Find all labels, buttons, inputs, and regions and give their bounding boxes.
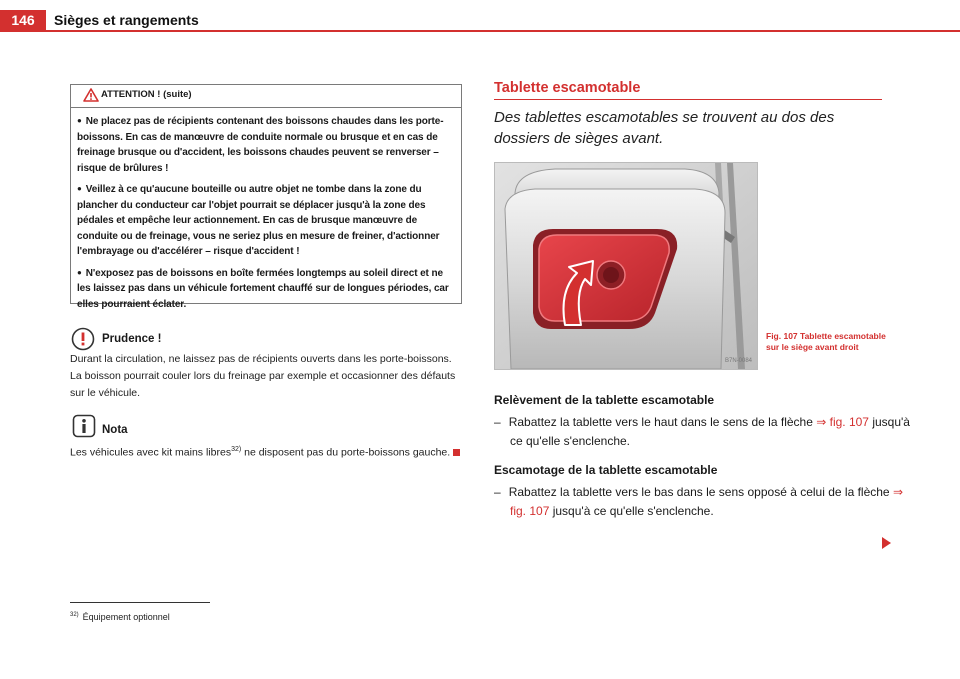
- caution-text: Durant la circulation, ne laissez pas de récipients ouverts dans les porte-boissons. La boisson pourrait couler lors du freinage par exemple et occasionner des défauts sur le véhicule.: [70, 353, 456, 399]
- page-number-badge: 146: [0, 10, 46, 30]
- figure-107: [494, 162, 758, 370]
- note-text-end: ne disposent pas du porte-boissons gauche.: [241, 446, 451, 459]
- figure-link[interactable]: ⇒ fig. 107: [816, 415, 869, 429]
- footnote-number: 32): [70, 612, 79, 618]
- caution-icon: [70, 326, 96, 352]
- note-text: [70, 441, 464, 462]
- warning-list: [77, 113, 459, 317]
- subsection-heading-stow: Escamotage de la tablette escamotable: [494, 463, 718, 477]
- warning-item: ● Veillez à ce qu'aucune bouteille ou autre objet ne tombe dans la zone du plancher du conducteur car l'objet pourrait se déplacer jusqu'à la zone des pédales et empêche leur actionnement. En cas de brusque manœuvre de conduite ou de freinage, vous ne seriez plus en mesure de freiner, d'actionner l'embrayage ou d'accélérer – risque d'accident !: [77, 181, 459, 260]
- instruction-text: Rabattez la tablette vers le bas dans le sens opposé à celui de la flèche: [508, 485, 893, 499]
- instruction-text-end: jusqu'à ce qu'elle s'enclenche.: [510, 415, 910, 448]
- end-of-section-mark: [453, 449, 460, 456]
- footnote-rule: [70, 602, 210, 603]
- figure-caption: Fig. 107 Tablette escamotable sur le siège avant droit: [766, 331, 886, 352]
- footnote: [70, 612, 170, 622]
- caution-title: Prudence !: [102, 333, 162, 345]
- figure-link[interactable]: ⇒ fig. 107: [510, 485, 903, 518]
- instruction-stow: [494, 483, 910, 521]
- instruction-text: Rabattez la tablette vers le haut dans le sens de la flèche: [508, 415, 817, 429]
- dash: –: [494, 415, 501, 429]
- instruction-text-end: jusqu'à ce qu'elle s'enclenche.: [549, 504, 714, 518]
- warning-item: ● Ne placez pas de récipients contenant des boissons chaudes dans les porte-boissons. En cas de manœuvre de conduite normale ou brusque et en cas de freinage brusque ou d'accident, les boissons chaudes peuvent se renverser – risque de brûlures !: [77, 113, 459, 176]
- note-title: Nota: [102, 424, 128, 436]
- section-rule: [494, 99, 882, 100]
- seat-back-tray-illustration: [495, 163, 757, 369]
- page-title: Sièges et rangements: [54, 12, 199, 28]
- subsection-heading-raise: Relèvement de la tablette escamotable: [494, 393, 715, 407]
- warning-triangle-icon: [83, 88, 99, 102]
- header-rule: [0, 30, 960, 32]
- warning-item: ● N'exposez pas de boissons en boîte fermées longtemps au soleil direct et ne les laissez pas dans un véhicule fortement chauffé sur de longues périodes, car elles pourraient éclater.: [77, 265, 459, 313]
- info-icon: [72, 414, 96, 438]
- continue-arrow-icon: [882, 537, 891, 549]
- footnote-text: Équipement optionnel: [82, 612, 170, 622]
- warning-title: ATTENTION ! (suite): [101, 89, 192, 100]
- warning-box: [70, 84, 462, 310]
- instruction-raise: [494, 413, 910, 451]
- figure-code: B7N-0084: [725, 358, 753, 364]
- section-intro: Des tablettes escamotables se trouvent au dos des dossiers de sièges avant.: [494, 109, 835, 147]
- footnote-reference[interactable]: 32): [231, 446, 242, 453]
- section-title: Tablette escamotable: [494, 80, 641, 96]
- note-text-start: Les véhicules avec kit mains libres: [70, 446, 232, 459]
- dash: –: [494, 485, 501, 499]
- warning-header: [71, 85, 461, 108]
